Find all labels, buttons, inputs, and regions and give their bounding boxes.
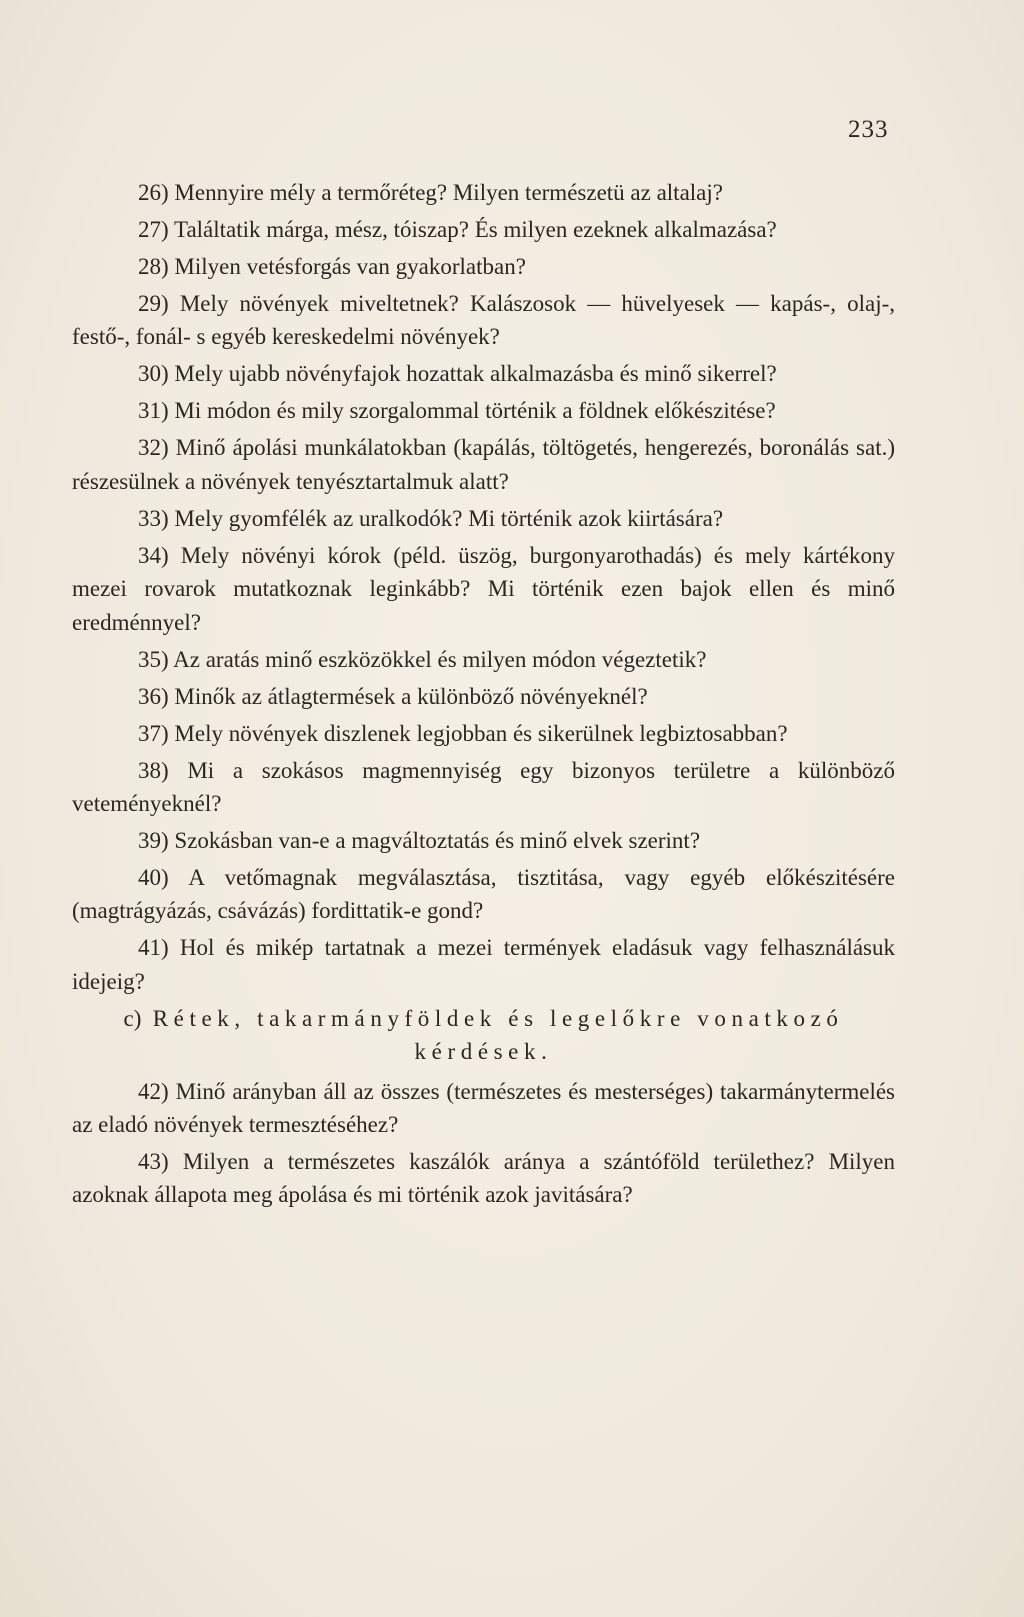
question-text: Minők az átlagtermések a különböző növényeknél? [174,683,648,709]
question-number: 29) [138,291,169,316]
question-text: Találtatik márga, mész, tóiszap? És milyen ezeknek alkalmazása? [174,217,777,242]
section-heading [72,1002,895,1069]
question-number: 36) [138,683,169,709]
question-text: Mely gyomfélék az uralkodók? Mi történik azok kiirtására? [174,505,724,531]
question-number: 37) [138,720,169,746]
question-number: 27) [138,217,169,242]
question-text: Mely növények miveltetnek? Kalászosok — hüvelyesek — kapás-, olaj-, festő-, fonál- s egyéb kereskedelmi növények? [72,291,895,350]
question-text: Minő arányban áll az összes (természetes és mesterséges) takarmánytermelés az eladó növények termesztéséhez? [72,1078,896,1138]
page-number: 233 [848,116,889,143]
question-item [72,643,895,676]
question-number: 39) [138,828,169,854]
question-item [72,824,895,857]
question-item [72,717,895,750]
question-item [72,1145,895,1212]
question-number: 32) [138,435,169,461]
question-number: 28) [138,254,169,279]
question-text: Hol és mikép tartatnak a mezei termények eladásuk vagy felhasználásuk idejeig? [72,935,896,994]
question-number: 34) [138,542,169,568]
question-text: Minő ápolási munkálatokban (kapálás, töltögetés, hengerezés, boronálás sat.) részesülnek a növények tenyésztartalmuk alatt? [72,435,895,494]
question-item [72,431,895,498]
question-item [72,287,895,354]
question-text: Mely ujabb növényfajok hozattak alkalmazásba és minő sikerrel? [174,361,777,387]
question-item [72,357,895,390]
question-item [72,502,895,535]
question-item [72,861,895,928]
question-text: Mi módon és mily szorgalommal történik a földnek előkészitése? [174,398,776,424]
question-number: 26) [138,180,169,205]
question-number: 41) [138,935,169,961]
question-item [72,931,895,998]
question-number: 35) [138,646,169,672]
question-text: Mely növényi kórok (péld. üszög, burgonyarothadás) és mely kártékony mezei rovarok mutatkoznak leginkább? Mi történik ezen bajok ellen és minő eredménnyel? [72,542,896,635]
question-number: 43) [138,1149,169,1175]
page-body [72,176,895,1215]
section-heading-label: c) [123,1005,142,1031]
question-item [72,1075,895,1142]
question-text: Milyen vetésforgás van gyakorlatban? [174,254,526,279]
question-text: Az aratás minő eszközökkel és milyen módon végeztetik? [173,646,707,672]
question-list-after-heading [72,1075,895,1212]
question-item [72,394,895,427]
question-text: Szokásban van-e a magváltoztatás és minő elvek szerint? [174,828,701,854]
question-text: Mennyire mély a termőréteg? Milyen természetü az altalaj? [174,180,723,205]
question-text: Milyen a természetes kaszálók aránya a szántóföld területhez? Milyen azoknak állapota meg ápolása és mi történik azok javitására? [72,1149,896,1208]
question-item [72,213,895,246]
question-item [72,176,895,209]
question-text: A vetőmagnak megválasztása, tisztitása, vagy egyéb előkészitésére (magtrágyázás, csávázás) fordittatik-e gond? [72,865,896,924]
question-text: Mely növények diszlenek legjobban és sikerülnek legbiztosabban? [174,720,788,746]
question-text: Mi a szokásos magmennyiség egy bizonyos területre a különböző veteményeknél? [72,757,896,817]
question-number: 33) [138,505,169,531]
question-number: 40) [138,865,169,891]
question-item [72,250,895,283]
question-number: 38) [138,757,169,783]
question-item [72,539,895,639]
question-item [72,680,895,713]
question-number: 42) [138,1078,169,1104]
section-heading-text: Rétek, takarmányföldek és legelőkre vonatkozó kérdések. [152,1005,844,1065]
question-number: 30) [138,361,169,387]
question-item [72,754,895,821]
question-list [72,176,895,998]
question-number: 31) [138,398,169,424]
